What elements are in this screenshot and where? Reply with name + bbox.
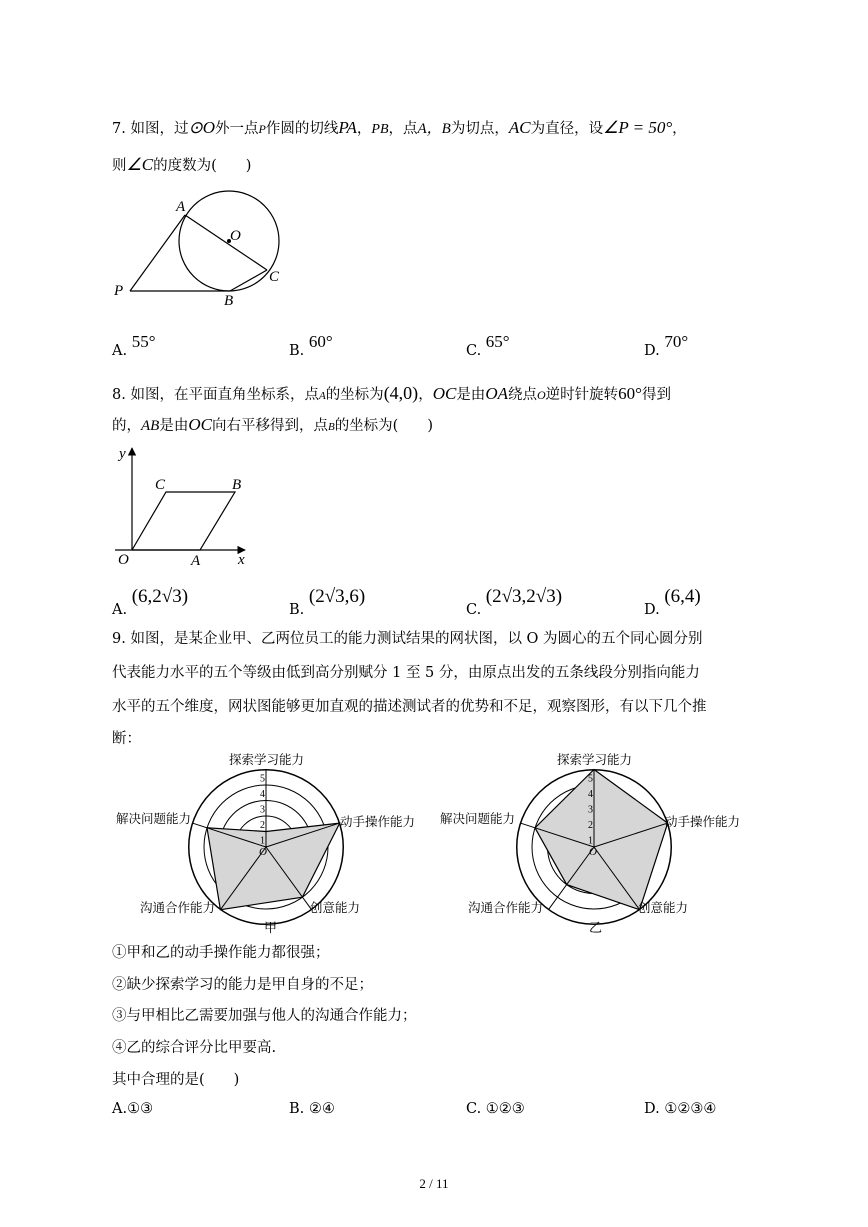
text: 为直径，设 (530, 121, 604, 137)
label-A: A (191, 553, 201, 569)
origin-label: O (589, 846, 597, 858)
q9-line2 (112, 662, 700, 684)
text: 为切点， (450, 121, 509, 137)
q9-text: 水平的五个维度，网状图能够更加直观的描述测试者的优势和不足，观察图形，有以下几个推 (112, 699, 707, 715)
line-ac (185, 215, 267, 270)
label-B: B (224, 293, 234, 309)
label-O: O (118, 552, 129, 568)
text: 绕点 (507, 387, 537, 403)
q9-statement-3 (112, 1005, 417, 1027)
ask-text: 其中合理的是( ) (112, 1072, 240, 1088)
math-angle-c: ∠C (126, 155, 154, 174)
option-value: (6,4) (664, 586, 701, 607)
radar-scale-tick: 5 (588, 773, 593, 785)
q7-figure (100, 190, 300, 315)
label-O: O (230, 228, 241, 244)
q7-option-d (644, 332, 689, 359)
statement-text: ④乙的综合评分比甲要高. (112, 1040, 277, 1056)
axis-label-left: 解决问题能力 (116, 811, 192, 826)
origin-label: O (259, 846, 267, 858)
statement-text: ②缺少探索学习的能力是甲自身的不足； (112, 977, 373, 993)
math-pa: PA (338, 118, 357, 137)
q9-number: 9. (112, 631, 126, 647)
page-number (0, 1176, 868, 1192)
radar-scale-tick: 4 (588, 789, 593, 800)
q9-statement-2 (112, 974, 373, 996)
q9-text: 代表能力水平的五个等级由低到高分别赋分 1 至 5 分，由原点出发的五条线段分别指向能力 (112, 665, 700, 681)
math-p: P (258, 122, 266, 136)
text: 的坐标为 (325, 387, 384, 403)
option-value: ①③ (127, 1101, 154, 1117)
math-pb: PB (371, 122, 389, 137)
label-C: C (269, 269, 280, 285)
q7-option-a (112, 332, 156, 359)
text: 如图，在平面直角坐标系，点 (130, 387, 319, 403)
option-value: (2√3,6) (308, 586, 366, 607)
text: 逆时针旋转 (545, 387, 619, 403)
radar-chart-yi (435, 750, 755, 935)
q9-line1 (112, 628, 703, 650)
axis-label-left: 解决问题能力 (440, 811, 516, 826)
radar-scale-tick: 4 (260, 789, 265, 800)
q7-line1 (112, 117, 687, 141)
axis-label-bottom-right: 创意能力 (638, 900, 689, 915)
text: 的坐标为( ) (334, 418, 434, 434)
q8-option-b (289, 586, 366, 618)
q9-ask (112, 1069, 239, 1091)
q8-line1 (112, 382, 671, 407)
option-value: ①②③ (485, 1101, 525, 1117)
option-value: ①②③④ (664, 1101, 717, 1117)
text: ， (418, 387, 433, 403)
q9-line3 (112, 696, 707, 718)
math-deg: 60° (618, 384, 642, 403)
text: ， (356, 121, 372, 137)
option-label: A. (112, 1101, 128, 1117)
text: 作圆的切线 (265, 121, 339, 137)
label-x: x (238, 552, 245, 568)
label-y: y (119, 446, 126, 462)
axis-label-top: 探索学习能力 (229, 752, 305, 767)
radar-scale-tick: 3 (588, 804, 593, 816)
q8-line2 (112, 414, 433, 438)
radar-scale-tick: 2 (260, 820, 265, 831)
q7-number: 7. (112, 121, 126, 137)
option-value: 70° (664, 332, 689, 351)
option-label: D. (644, 1101, 660, 1117)
q9-option-b (289, 1101, 335, 1117)
math-oc: OC (188, 415, 212, 434)
option-label: C. (466, 1101, 482, 1117)
math-b: B (327, 421, 335, 433)
line-pa (130, 215, 185, 291)
q8-option-c (466, 586, 563, 618)
chart-title-jia: 甲 (264, 921, 278, 936)
option-value: 65° (485, 332, 510, 351)
q9-text: 断： (112, 731, 141, 747)
text: 向右平移得到，点 (211, 418, 328, 434)
text: 是由 (456, 387, 486, 403)
option-value: 60° (308, 332, 333, 351)
text: ，点 (388, 121, 418, 137)
math-circle-o: ⊙O (188, 118, 215, 137)
q9-text: 如图，是某企业甲、乙两位员工的能力测试结果的网状图，以 O 为圆心的五个同心圆分别 (130, 631, 703, 647)
radar-scale-tick: 5 (260, 773, 265, 785)
option-label: B. (289, 1101, 305, 1117)
option-value: ②④ (308, 1101, 335, 1117)
math-ab: A，B (417, 121, 451, 137)
option-label: C. (466, 343, 482, 359)
option-label: C. (466, 602, 482, 618)
axis-label-bottom-right: 创意能力 (310, 900, 361, 915)
statement-text: ③与甲相比乙需要加强与他人的沟通合作能力； (112, 1008, 417, 1024)
radar-scale-tick: 1 (588, 835, 593, 847)
axis-label-right: 动手操作能力 (665, 814, 741, 829)
q8-option-a (112, 586, 189, 618)
text: 外一点 (214, 121, 259, 137)
label-A: A (176, 199, 186, 215)
radar-chart-jia (108, 750, 416, 936)
radar-scale-tick: 1 (260, 835, 265, 847)
text: 如图，过 (130, 121, 189, 137)
text: ， (672, 121, 687, 137)
option-label: A. (112, 602, 128, 618)
axis-label-bottom-left: 沟通合作能力 (468, 900, 544, 915)
option-value: 55° (131, 332, 156, 351)
q9-option-a (112, 1101, 153, 1117)
math-angle-p: ∠P = 50° (603, 118, 673, 137)
label-B: B (232, 477, 242, 493)
q8-option-d (644, 586, 701, 618)
option-label: B. (289, 602, 305, 618)
text: 得到 (641, 387, 671, 403)
text: 的， (112, 418, 141, 434)
radar-scale-tick: 3 (260, 804, 265, 816)
math-ab: AB (141, 418, 160, 434)
math-o: O (536, 388, 546, 402)
option-label: D. (644, 343, 660, 359)
radar-scale (260, 774, 265, 847)
label-C: C (155, 477, 166, 493)
option-label: D. (644, 602, 660, 618)
math-oc: OC (432, 384, 457, 403)
option-label: B. (289, 343, 305, 359)
math-a: A (318, 390, 326, 402)
statement-text: ①甲和乙的动手操作能力都很强； (112, 945, 330, 961)
option-label: A. (112, 343, 128, 359)
option-value: (6,2√3) (131, 586, 189, 607)
q8-figure (105, 442, 255, 572)
q8-number: 8. (112, 387, 126, 403)
label-P: P (114, 283, 124, 299)
axis-label-top: 探索学习能力 (557, 752, 633, 767)
text: 是由 (159, 418, 189, 434)
radar-scale (588, 774, 593, 847)
q9-statement-1 (112, 942, 330, 964)
text: 则 (112, 158, 127, 174)
axis-label-bottom-left: 沟通合作能力 (140, 900, 216, 915)
parallelogram-oabc (132, 492, 235, 550)
q7-option-b (289, 332, 333, 359)
axis-label-right: 动手操作能力 (340, 814, 416, 829)
line-bc (230, 270, 267, 291)
chart-title-yi: 乙 (589, 921, 603, 936)
q9-option-c (466, 1101, 525, 1117)
q7-line2 (112, 154, 251, 177)
text: 的度数为( ) (153, 158, 252, 174)
q9-option-d (644, 1101, 716, 1117)
option-value: (2√3,2√3) (485, 586, 563, 607)
radar-scale-tick: 2 (588, 820, 593, 831)
math-coord: (4,0) (383, 383, 419, 403)
radar-area-jia (207, 823, 340, 910)
q9-statement-4 (112, 1037, 276, 1059)
page-number-text: 2 / 11 (419, 1176, 449, 1191)
math-oa: OA (485, 384, 508, 403)
q9-line4 (112, 728, 141, 750)
q7-option-c (466, 332, 510, 359)
math-ac: AC (508, 118, 531, 137)
